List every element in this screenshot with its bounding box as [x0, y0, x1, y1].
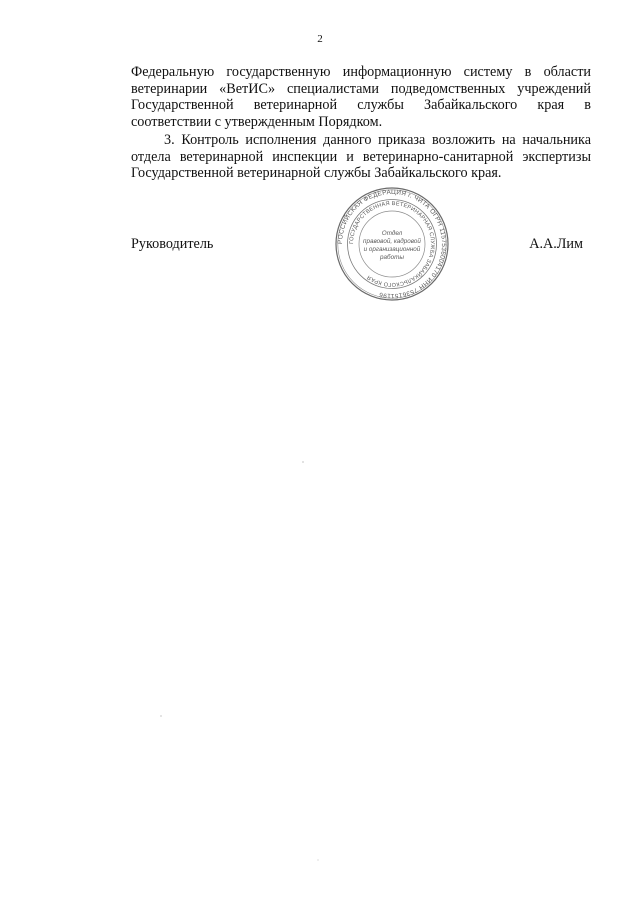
seal-center-line-1: Отдел [381, 230, 403, 237]
signatory-title: Руководитель [131, 236, 214, 252]
paragraph-continuation: Федеральную государственную информационную систему в области ветеринарии «ВетИС» специалистами подведомственных учреждений Государственной ветеринарной службы Забайкальского края в соответствии с утвержденным Порядком. [131, 64, 591, 130]
seal-outer-text: РОССИЙСКАЯ ФЕДЕРАЦИЯ г. ЧИТА ОГРН 1157536004170 ИНН 7536151196 [336, 188, 448, 300]
seal-center-line-4: работы [380, 254, 404, 261]
page-number: 2 [317, 33, 323, 45]
seal-graphic [334, 186, 450, 302]
seal-center-line-3: и организационной [363, 246, 421, 253]
paragraph-item-3: 3. Контроль исполнения данного приказа возложить на начальника отдела ветеринарной инспекции и ветеринарно-санитарной экспертизы Государственной ветеринарной службы Забайкальского края. [131, 132, 591, 182]
seal-center-line-2: правовой, кадровой [363, 238, 421, 245]
signatory-name: А.А.Лим [529, 236, 583, 252]
seal-inner-text: ГОСУДАРСТВЕННАЯ ВЕТЕРИНАРНАЯ СЛУЖБА ЗАБАЙКАЛЬСКОГО КРАЯ [348, 200, 436, 288]
official-seal-stamp [334, 186, 450, 302]
